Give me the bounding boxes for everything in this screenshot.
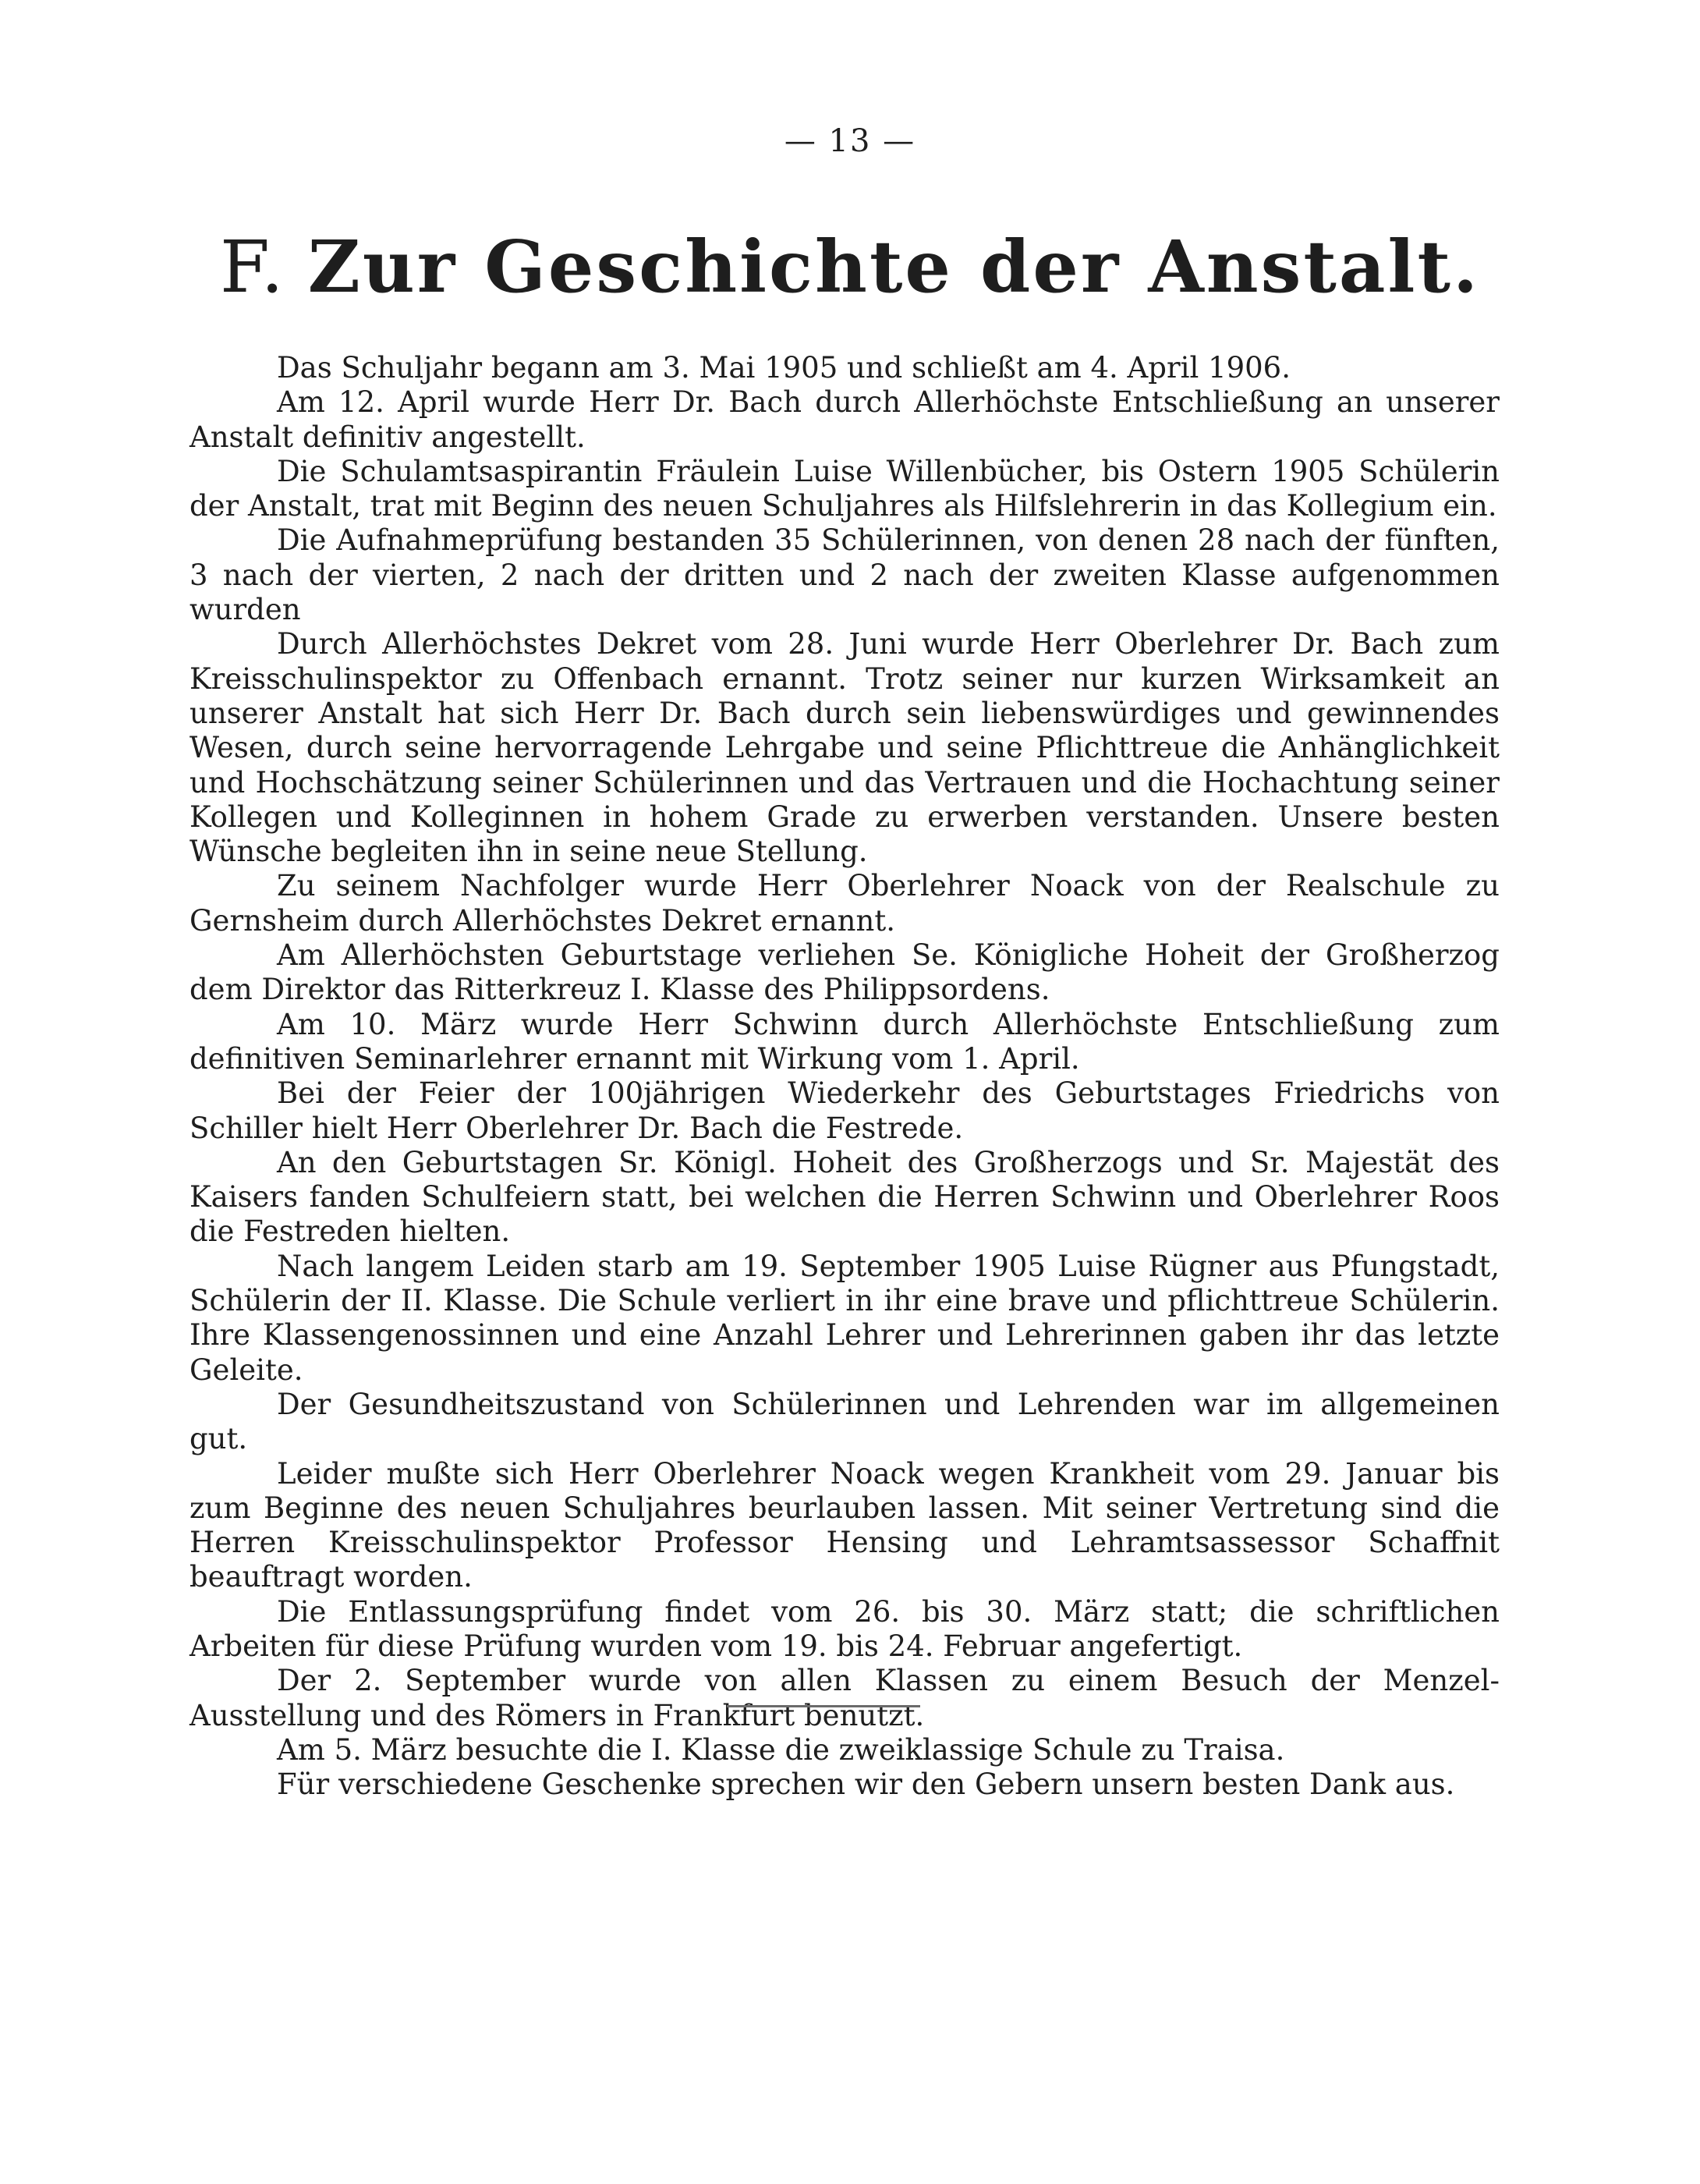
paragraph-schiller-celebration: Bei der Feier der 100jährigen Wiederkehr des Geburtstages Friedrichs von Schiller hielt Herr Oberlehrer Dr. Bach die Festrede. — [189, 1076, 1500, 1145]
paragraph-schwinn: Am 10. März wurde Herr Schwinn durch Allerhöchste Entschließung zum definitiven Seminarlehrer ernannt mit Wirkung vom 1. April. — [189, 1007, 1500, 1076]
paragraph-school-year: Das Schuljahr begann am 3. Mai 1905 und schließt am 4. April 1906. — [277, 351, 1291, 385]
paragraph-ruegner-obituary: Nach langem Leiden starb am 19. September 1905 Luise Rügner aus Pfungstadt, Schülerin der II. Klasse. Die Schule verliert in ihr eine brave und pflichttreue Schülerin. Ihre Klassengenossinnen und eine Anzahl Lehrer und Lehrerinnen gaben ihr das letzte Geleite. — [189, 1249, 1500, 1387]
paragraph-noack-leave: Leider mußte sich Herr Oberlehrer Noack wegen Krankheit vom 29. Januar bis zum Beginne des neuen Schuljahres beurlauben lassen. Mit seiner Vertretung sind die Herren Kreisschulinspektor Professor Hensing und Lehramtsassessor Schaffnit beauftragt worden. — [189, 1456, 1500, 1594]
paragraph-noack-successor: Zu seinem Nachfolger wurde Herr Oberlehrer Noack von der Realschule zu Gernsheim durch Allerhöchstes Dekret ernannt. — [189, 869, 1500, 938]
section-letter: F. — [219, 225, 286, 309]
paragraph-bach-inspector: Durch Allerhöchstes Dekret vom 28. Juni wurde Herr Oberlehrer Dr. Bach zum Kreisschulinspektor zu Offenbach ernannt. Trotz seiner nur kurzen Wirksamkeit an unserer Anstalt hat sich Herr Dr. Bach durch sein liebenswürdiges und gewinnendes Wesen, durch seine hervorragende Lehrgabe und seine Pflichttreue die Anhänglichkeit und Hochschätzung seiner Schülerinnen und das Vertrauen und die Hochachtung seiner Kollegen und Kolleginnen in hohem Grade zu erwerben verstanden. Unsere besten Wünsche begleiten ihn in seine neue Stellung. — [189, 627, 1500, 869]
closing-rule — [727, 1705, 920, 1707]
paragraph-traisa-visit: Am 5. März besuchte die I. Klasse die zweiklassige Schule zu Traisa. — [277, 1732, 1285, 1767]
section-title: Zur Geschichte der Anstalt. — [307, 225, 1481, 309]
paragraph-admission-exam: Die Aufnahmeprüfung bestanden 35 Schülerinnen, von denen 28 nach der fünften, 3 nach der vierten, 2 nach der dritten und 2 nach der zweiten Klasse aufgenommen wurden — [189, 523, 1500, 627]
page-number: — 13 — — [784, 123, 916, 159]
paragraph-bach-appointment: Am 12. April wurde Herr Dr. Bach durch Allerhöchste Entschließung an unserer Anstalt definitiv angestellt. — [189, 385, 1500, 454]
paragraph-birthday-celebrations: An den Geburtstagen Sr. Königl. Hoheit des Großherzogs und Sr. Majestät des Kaisers fanden Schulfeiern statt, bei welchen die Herren Schwinn und Oberlehrer Roos die Festreden hielten. — [189, 1145, 1500, 1249]
paragraph-health: Der Gesundheitszustand von Schülerinnen und Lehrenden war im allgemeinen gut. — [189, 1387, 1500, 1456]
paragraph-order-of-philipp: Am Allerhöchsten Geburtstage verliehen Se. Königliche Hoheit der Großherzog dem Direktor das Ritterkreuz I. Klasse des Philippsordens. — [189, 938, 1500, 1007]
paragraph-thanks: Für verschiedene Geschenke sprechen wir den Gebern unsern besten Dank aus. — [277, 1767, 1455, 1802]
section-heading — [0, 225, 1700, 309]
body-text — [189, 351, 1500, 1802]
paragraph-final-exam: Die Entlassungsprüfung findet vom 26. bis 30. März statt; die schriftlichen Arbeiten für diese Prüfung wurden vom 19. bis 24. Februar angefertigt. — [189, 1594, 1500, 1663]
paragraph-willenbuecher: Die Schulamtsaspirantin Fräulein Luise Willenbücher, bis Ostern 1905 Schülerin der Anstalt, trat mit Beginn des neuen Schuljahres als Hilfslehrerin in das Kollegium ein. — [189, 454, 1500, 523]
paragraph-menzel-exhibition: Der 2. September wurde von allen Klassen zu einem Besuch der Menzel-Ausstellung und des Römers in Frankfurt benutzt. — [189, 1664, 1500, 1732]
